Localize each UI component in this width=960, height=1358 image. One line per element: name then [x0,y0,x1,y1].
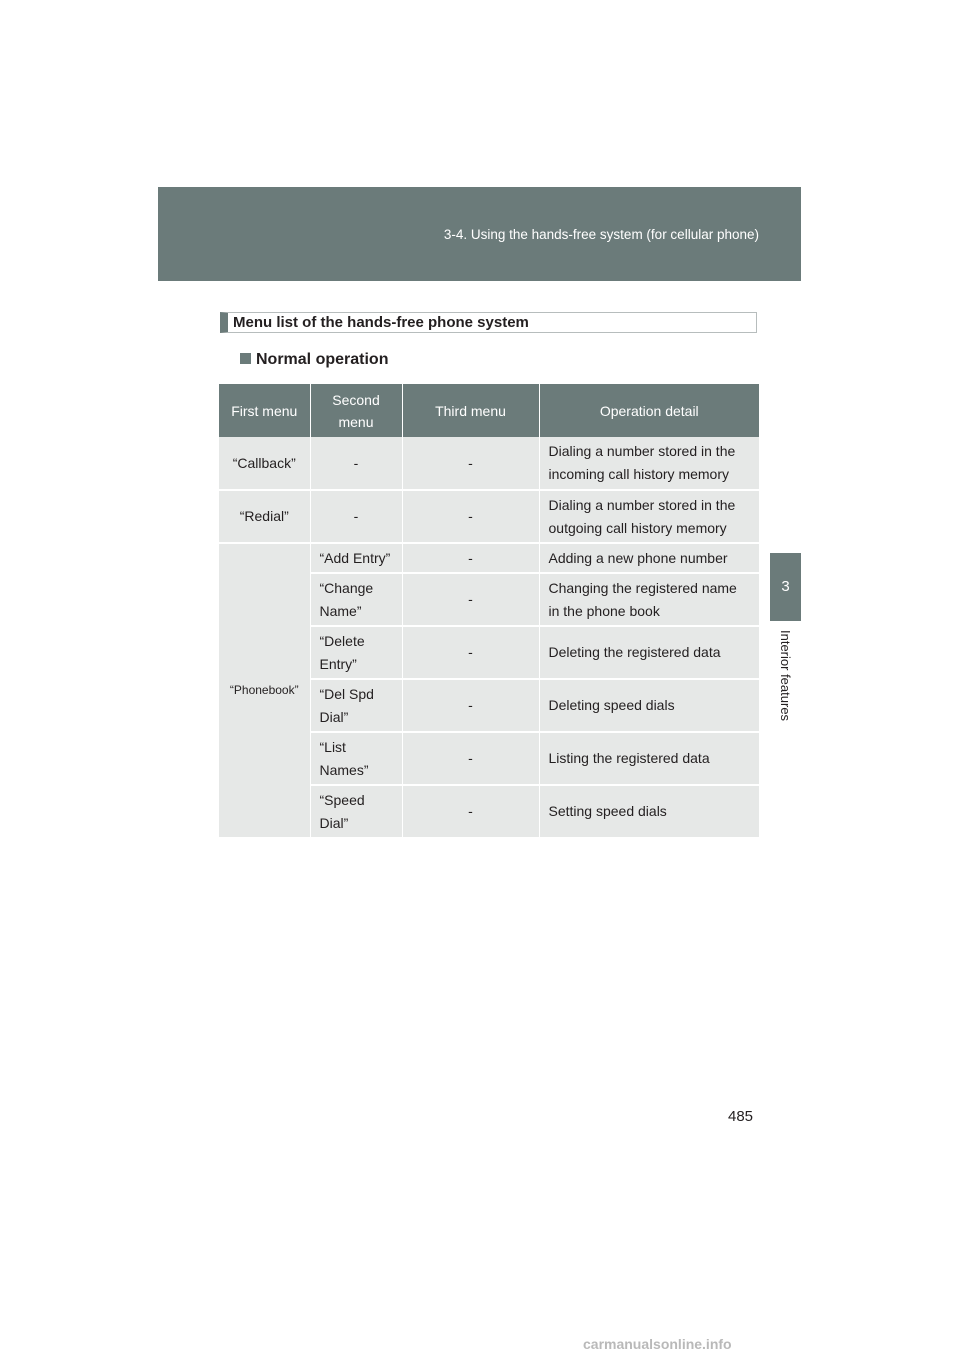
header-operation-detail: Operation detail [539,384,759,437]
operation-detail-cell: Deleting speed dials [539,679,759,732]
section-title: 3-4. Using the hands-free system (for cellular phone) [443,227,759,242]
operation-detail-cell: Dialing a number stored in the incoming call history memory [539,437,759,490]
operation-detail-cell: Deleting the registered data [539,626,759,679]
third-menu-cell: - [402,785,539,838]
page-number: 485 [728,1108,754,1125]
operation-detail-cell: Dialing a number stored in the outgoing call history memory [539,490,759,543]
second-menu-cell: - [310,437,402,490]
watermark: carmanualsonline.info [583,1336,732,1352]
table-row [219,490,759,543]
second-menu-cell: “Del Spd Dial” [310,679,402,732]
second-menu-cell: - [310,490,402,543]
table-header-row [219,384,759,437]
header-second-menu: Second menu [310,384,402,437]
table-row [219,437,759,490]
first-menu-cell: “Redial” [219,490,310,543]
header-bar [158,187,801,281]
second-menu-cell: “Delete Entry” [310,626,402,679]
operation-detail-cell: Listing the registered data [539,732,759,785]
third-menu-cell: - [402,732,539,785]
first-menu-cell-phonebook: “Phonebook” [219,543,310,838]
third-menu-cell: - [402,679,539,732]
first-menu-cell: “Callback” [219,437,310,490]
third-menu-cell: - [402,543,539,573]
operation-detail-cell: Adding a new phone number [539,543,759,573]
square-bullet-icon [240,353,251,364]
second-menu-cell: “Add Entry” [310,543,402,573]
section-heading-text: Menu list of the hands-free phone system [233,314,529,331]
section-heading [220,312,757,333]
second-menu-cell: “Change Name” [310,573,402,626]
chapter-tab[interactable]: 3 [770,553,801,621]
header-first-menu: First menu [219,384,310,437]
table-row [219,543,759,573]
sub-heading-text: Normal operation [256,351,389,368]
header-third-menu: Third menu [402,384,539,437]
operation-detail-cell: Setting speed dials [539,785,759,838]
second-menu-cell: “List Names” [310,732,402,785]
third-menu-cell: - [402,490,539,543]
third-menu-cell: - [402,437,539,490]
menu-table [219,384,759,839]
second-menu-cell: “Speed Dial” [310,785,402,838]
sub-heading [240,351,388,369]
third-menu-cell: - [402,573,539,626]
operation-detail-cell: Changing the registered name in the phone book [539,573,759,626]
chapter-label: Interior features [778,630,793,722]
third-menu-cell: - [402,626,539,679]
